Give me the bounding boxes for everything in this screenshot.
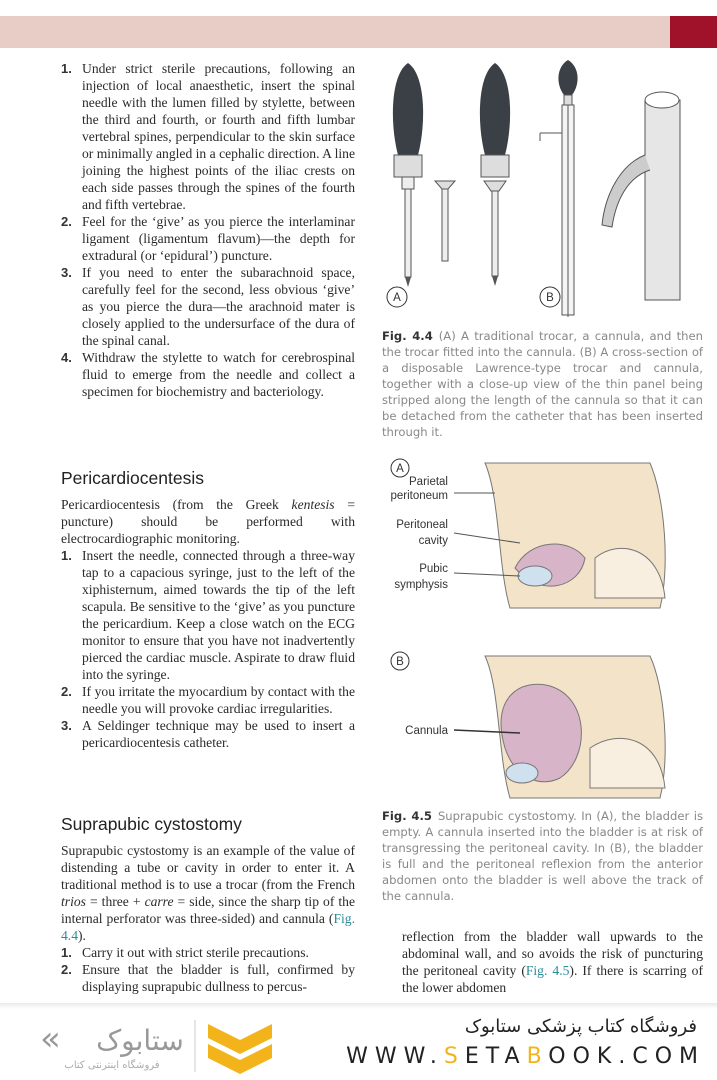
cannula-closeup xyxy=(602,92,680,300)
fig-4-4-caption: Fig. 4.4 (A) A traditional trocar, a cannula, and then the trocar fitted into the cannula. (B) A cross-section of a disposable Lawrence-type trocar and cannula, together with a close-up view of the thin panel being stripped along the length of the cannula so that it can be detached from the catheter that has been inserted through it. xyxy=(382,329,703,439)
step-text: If you need to enter the subarachnoid space, carefully feel for the second, less obvious ‘give’ as you pierce the dura—the arachnoid mater is closely applied to the undersurface of the dura of the spinal canal. xyxy=(82,265,355,348)
panel-a-label: A xyxy=(393,292,401,304)
list-item: 2. Feel for the ‘give’ as you pierce the interlaminar ligament (ligamentum flavum)—the depth for extradural (or ‘epidural’) puncture. xyxy=(61,214,355,263)
header-accent-block xyxy=(670,16,717,48)
trocar-b xyxy=(540,60,578,317)
trocar-illustration xyxy=(380,55,710,320)
svg-text:فروشگاه اینترنتی کتاب: فروشگاه اینترنتی کتاب xyxy=(64,1060,160,1071)
label-peritoneal: Peritoneal xyxy=(396,519,448,531)
list-item: 2. If you irritate the myocardium by contact with the needle you will provoke cardiac irregularities. xyxy=(61,684,355,716)
trocar-fitted xyxy=(480,63,510,286)
section-heading-pericardiocentesis: Pericardiocentesis xyxy=(61,468,204,488)
right-column-text: reflection from the bladder wall upwards to the abdominal wall, and so avoids the risk of puncturing the peritoneal cavity (Fig. 4.5). If there is scarring of the lower abdomen xyxy=(402,929,703,995)
list-item: 4. Withdraw the stylette to watch for cerebrospinal fluid to emerge from the needle and collect a specimen for biochemistry and bacteriology. xyxy=(61,350,355,399)
store-url[interactable]: WWW.SETABOOK.COM xyxy=(346,1044,705,1069)
setabook-logo xyxy=(30,1012,280,1076)
pericardio-body xyxy=(61,496,355,751)
store-name: فروشگاه کتاب پزشکی ستابوک xyxy=(464,1016,697,1037)
label-pubic: Pubic xyxy=(419,563,448,575)
label-symphysis: symphysis xyxy=(394,579,448,591)
fig-4-4-link[interactable]: Fig. 4.4 xyxy=(61,911,355,943)
label-parietal: Parietal xyxy=(409,476,448,488)
intro-paragraph: Suprapubic cystostomy is an example of the value of distending a tube or cavity in order to enter it. A traditional method is to use a trocar (from the French trios = three + carre = side, since the sharp tip of the internal perforator was three-sided) and cannula (Fig. 4.4). xyxy=(61,843,355,943)
list-item: 1. Under strict sterile precautions, following an injection of local anaesthetic, insert the spinal needle with the lumen filled by stylette, between the third and fourth, or fourth and fifth lumbar vertebral spines, perpendicular to the skin surface or minimally angled in a cephalic direction. A line joining the highest points of the iliac crests on each side passes through the spines of the fourth and fifth vertebrae. xyxy=(61,61,355,212)
step-text: Under strict sterile precautions, following an injection of local anaesthetic, insert the spinal needle with the lumen filled by stylette, between the third and fourth, or fourth and fifth lumbar vertebral spines, perpendicular to the skin surface or minimally angled in a cephalic direction. A line joining the highest points of the iliac crests on each side passes through the spines of the fourth and fifth vertebrae. xyxy=(82,61,355,212)
intro-paragraph: Pericardiocentesis (from the Greek kentesis = puncture) should be performed with electrocardiographic monitoring. xyxy=(61,497,355,546)
cannula xyxy=(435,181,455,261)
list-item: 1. Insert the needle, connected through a three-way tap to a capacious syringe, just to the left of the xiphisternum, aimed towards the tip of the left scapula. Be sensitive to the ‘give’ as you puncture the pericardium. Keep a close watch on the ECG monitor to ensure that you have not inadvertently pierced the cardiac muscle. Aspirate to draw fluid into the syringe. xyxy=(61,548,355,682)
page-fade xyxy=(0,1003,717,1009)
svg-text:ستابوک: ستابوک xyxy=(96,1024,184,1057)
header-band xyxy=(0,16,670,48)
suprapubic-body xyxy=(61,842,355,995)
list-item: 3. A Seldinger technique may be used to insert a pericardiocentesis catheter. xyxy=(61,718,355,750)
footer-banner xyxy=(0,1004,717,1080)
cystostomy-illustration xyxy=(380,458,710,803)
panel-a-anatomy xyxy=(485,463,665,608)
spinal-steps xyxy=(61,60,355,400)
step-text: Feel for the ‘give’ as you pierce the interlaminar ligament (ligamentum flavum)—the depth for extradural (or ‘epidural’) puncture. xyxy=(82,214,355,263)
panel-a-label: A xyxy=(396,463,404,475)
panel-b-label: B xyxy=(546,292,554,304)
label-peritoneum: peritoneum xyxy=(390,490,448,502)
panel-b-label: B xyxy=(396,656,404,668)
trocar-a xyxy=(393,63,423,287)
label-cavity: cavity xyxy=(418,535,448,547)
fig-4-5-link[interactable]: Fig. 4.5 xyxy=(525,963,570,978)
section-heading-suprapubic: Suprapubic cystostomy xyxy=(61,814,242,834)
step-text: Withdraw the stylette to watch for cerebrospinal fluid to emerge from the needle and collect a specimen for biochemistry and bacteriology. xyxy=(82,350,355,399)
list-item: 3. If you need to enter the subarachnoid space, carefully feel for the second, less obvious ‘give’ as you pierce the dura—the arachnoid mater is closely applied to the undersurface of the dura of the spinal canal. xyxy=(61,265,355,348)
list-item: 1. Carry it out with strict sterile precautions. xyxy=(61,945,309,960)
fig-4-5-caption: Fig. 4.5 Suprapubic cystostomy. In (A), the bladder is empty. A cannula inserted into the bladder is at risk of transgressing the peritoneal cavity. In (B), the bladder is full and the peritoneal reflexion from the anterior abdomen onto the bladder is well above the track of the cannula. xyxy=(382,809,704,903)
list-item: 2. Ensure that the bladder is full, confirmed by displaying suprapubic dullness to percus- xyxy=(61,962,355,994)
svg-text:«: « xyxy=(40,1019,61,1059)
label-cannula: Cannula xyxy=(405,725,448,737)
panel-b-anatomy xyxy=(485,656,665,798)
